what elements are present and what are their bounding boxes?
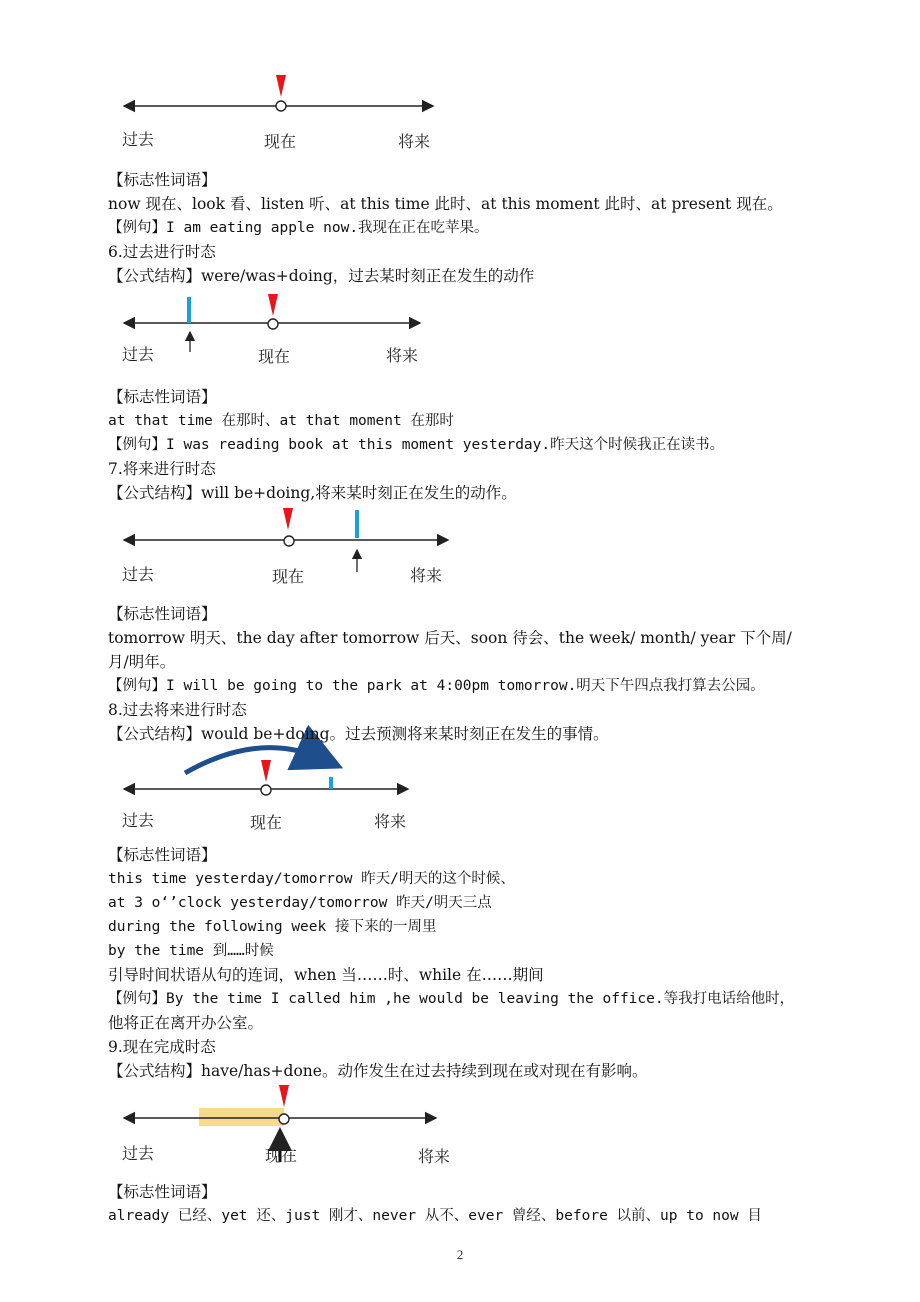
formula-text: 【公式结构】will be+doing,将来某时刻正在发生的动作。 bbox=[108, 484, 517, 502]
label-past: 过去 bbox=[122, 1144, 155, 1163]
example-sentence: 【例句】I will be going to the park at 4:00pm tomorrow.明天下午四点我打算去公园。 bbox=[108, 678, 765, 694]
keywords-text: now 现在、look 看、listen 听、at this time 此时、at this moment 此时、at present 现在。 bbox=[108, 195, 783, 213]
curved-arrow-icon bbox=[185, 748, 325, 773]
label-now: 现在 bbox=[264, 132, 297, 151]
label-past: 过去 bbox=[122, 345, 155, 364]
section-title: 8.过去将来进行时态 bbox=[108, 701, 247, 719]
now-point bbox=[268, 319, 278, 329]
formula-text: 【公式结构】would be+doing。过去预测将来某时刻正在发生的事情。 bbox=[108, 725, 609, 743]
now-marker-icon bbox=[276, 75, 286, 97]
label-past: 过去 bbox=[122, 565, 155, 584]
example-sentence-cont: 他将正在离开办公室。 bbox=[108, 1014, 264, 1032]
example-sentence: 【例句】I was reading book at this moment yesterday.昨天这个时候我正在读书。 bbox=[108, 437, 725, 453]
keywords-item: 引导时间状语从句的连词，when 当……时、while 在……期间 bbox=[108, 966, 544, 984]
timeline-future-progressive bbox=[122, 508, 448, 586]
label-future: 将来 bbox=[386, 346, 419, 365]
label-past: 过去 bbox=[122, 811, 155, 830]
label-now: 现在 bbox=[258, 347, 291, 366]
timeline-present-progressive bbox=[122, 75, 433, 151]
page-number: 2 bbox=[456, 1247, 464, 1262]
keywords-text: already 已经、yet 还、just 刚才、never 从不、ever 曾经、before 以前、up to now 目 bbox=[108, 1208, 762, 1224]
now-marker-icon bbox=[261, 760, 271, 782]
label-past: 过去 bbox=[122, 130, 155, 149]
label-future: 将来 bbox=[418, 1147, 451, 1166]
duration-highlight bbox=[199, 1108, 284, 1126]
label-future: 将来 bbox=[398, 132, 431, 151]
keywords-text: at that time 在那时、at that moment 在那时 bbox=[108, 413, 454, 429]
keywords-heading: 【标志性词语】 bbox=[108, 388, 217, 406]
timeline-past-progressive bbox=[122, 294, 420, 366]
section-title: 7.将来进行时态 bbox=[108, 460, 216, 478]
keywords-text: tomorrow 明天、the day after tomorrow 后天、soon 待会、the week/ month/ year 下个周/ bbox=[108, 629, 792, 647]
formula-text: 【公式结构】have/has+done。动作发生在过去持续到现在或对现在有影响。 bbox=[108, 1062, 648, 1080]
future-moment-bar bbox=[329, 777, 333, 789]
label-now: 现在 bbox=[250, 813, 283, 832]
section-title: 6.过去进行时态 bbox=[108, 243, 216, 261]
timeline-past-future-progressive bbox=[122, 748, 408, 832]
label-now: 现在 bbox=[272, 567, 305, 586]
past-moment-bar bbox=[187, 297, 191, 323]
example-sentence: 【例句】I am eating apple now.我现在正在吃苹果。 bbox=[108, 220, 489, 236]
now-marker-icon bbox=[268, 294, 278, 316]
example-sentence: 【例句】By the time I called him ,he would be leaving the office.等我打电话给他时， bbox=[108, 991, 795, 1007]
keywords-item: at 3 o‘’clock yesterday/tomorrow 昨天/明天三点 bbox=[108, 895, 492, 911]
keywords-item: by the time 到……时候 bbox=[108, 943, 274, 959]
keywords-item: during the following week 接下来的一周里 bbox=[108, 919, 437, 935]
now-marker-icon bbox=[279, 1085, 289, 1107]
now-point bbox=[279, 1114, 289, 1124]
keywords-heading: 【标志性词语】 bbox=[108, 605, 217, 623]
label-future: 将来 bbox=[410, 566, 443, 585]
future-moment-bar bbox=[355, 510, 359, 538]
formula-text: 【公式结构】were/was+doing，过去某时刻正在发生的动作 bbox=[108, 267, 535, 285]
label-now: 现在 bbox=[265, 1146, 298, 1165]
now-point bbox=[284, 536, 294, 546]
label-future: 将来 bbox=[374, 812, 407, 831]
keywords-heading: 【标志性词语】 bbox=[108, 1183, 217, 1201]
timeline-present-perfect bbox=[122, 1085, 450, 1166]
section-title: 9.现在完成时态 bbox=[108, 1038, 216, 1056]
now-point bbox=[261, 785, 271, 795]
keywords-item: this time yesterday/tomorrow 昨天/明天的这个时候、 bbox=[108, 871, 515, 887]
now-marker-icon bbox=[283, 508, 293, 530]
keywords-heading: 【标志性词语】 bbox=[108, 171, 217, 189]
keywords-heading: 【标志性词语】 bbox=[108, 846, 217, 864]
now-point bbox=[276, 101, 286, 111]
keywords-text-cont: 月/明年。 bbox=[108, 653, 176, 671]
